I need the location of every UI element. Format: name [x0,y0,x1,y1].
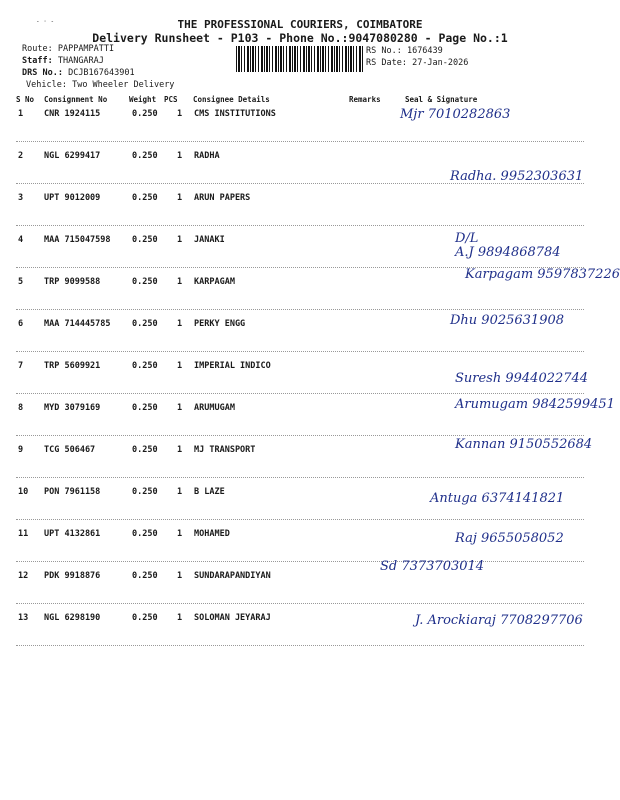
row-consignment-no: TCG 506467 [44,445,96,455]
handwritten-signature: Dhu 9025631908 [450,313,565,328]
staff-info: Staff: THANGARAJ [22,56,104,66]
row-consignment-no: NGL 6299417 [44,151,101,161]
row-sno: 3 [18,193,24,203]
row-consignment-no: TRP 5609921 [44,361,101,371]
row-divider [16,561,584,562]
row-consignee: JANAKI [194,235,225,245]
row-pcs: 1 [177,151,183,161]
row-sno: 12 [18,571,29,581]
row-consignment-no: MYD 3079169 [44,403,101,413]
row-sno: 1 [18,109,24,119]
rs-number: RS No.: 1676439 [366,46,443,56]
row-weight: 0.250 [132,613,158,623]
row-weight: 0.250 [132,571,158,581]
col-seal-signature: Seal & Signature [405,95,478,104]
table-row [0,487,600,529]
row-consignee: SOLOMAN JEYARAJ [194,613,271,623]
row-consignee: CMS INSTITUTIONS [194,109,276,119]
handwritten-signature: A.J 9894868784 [455,245,561,260]
row-weight: 0.250 [132,277,158,287]
col-pcs: PCS [164,95,178,104]
handwritten-signature: Raj 9655058052 [455,531,564,546]
row-consignment-no: PDK 9918876 [44,571,101,581]
handwritten-signature: Radha. 9952303631 [450,169,584,184]
row-sno: 13 [18,613,29,623]
row-sno: 5 [18,277,24,287]
row-sno: 6 [18,319,24,329]
row-sno: 7 [18,361,24,371]
row-consignee: KARPAGAM [194,277,235,287]
row-pcs: 1 [177,571,183,581]
route-info: Route: PAPPAMPATTI [22,44,115,54]
row-consignment-no: NGL 6298190 [44,613,101,623]
row-consignment-no: PON 7961158 [44,487,101,497]
drs-info: DRS No.: DCJB167643901 [22,68,135,78]
row-consignee: PERKY ENGG [194,319,246,329]
table-row [0,613,600,655]
document-title: THE PROFESSIONAL COURIERS, COIMBATORE [177,18,423,31]
row-pcs: 1 [177,361,183,371]
row-pcs: 1 [177,529,183,539]
row-consignee: B LAZE [194,487,225,497]
row-divider [16,309,584,310]
row-consignee: SUNDARAPANDIYAN [194,571,271,581]
row-weight: 0.250 [132,445,158,455]
row-pcs: 1 [177,319,183,329]
col-consignment: Consignment No [44,95,108,104]
row-sno: 8 [18,403,24,413]
scan-mark: - · - [36,18,55,25]
row-pcs: 1 [177,613,183,623]
row-divider [16,645,584,646]
row-consignee: ARUMUGAM [194,403,235,413]
row-weight: 0.250 [132,109,158,119]
row-divider [16,435,584,436]
col-consignee: Consignee Details [193,95,270,104]
row-pcs: 1 [177,109,183,119]
row-pcs: 1 [177,487,183,497]
row-pcs: 1 [177,445,183,455]
col-weight: Weight [129,95,157,104]
handwritten-signature: Sd 7373703014 [380,559,485,574]
table-row [0,559,600,613]
row-consignee: MOHAMED [194,529,230,539]
table-row [0,109,600,151]
row-consignee: RADHA [194,151,220,161]
row-divider [16,225,584,226]
table-row [0,437,600,487]
row-consignee: ARUN PAPERS [194,193,251,203]
row-consignment-no: TRP 9099588 [44,277,101,287]
row-weight: 0.250 [132,487,158,497]
row-consignment-no: UPT 9012009 [44,193,101,203]
row-weight: 0.250 [132,361,158,371]
row-divider [16,141,584,142]
col-sno: S No [16,95,35,104]
row-sno: 2 [18,151,24,161]
handwritten-signature: J. Arockiaraj 7708297706 [415,613,583,628]
row-consignment-no: UPT 4132861 [44,529,101,539]
row-consignee: MJ TRANSPORT [194,445,256,455]
row-weight: 0.250 [132,403,158,413]
row-consignment-no: MAA 714445785 [44,319,111,329]
handwritten-signature: D/L [455,231,479,246]
handwritten-signature: Karpagam 9597837226 [465,267,620,282]
row-pcs: 1 [177,403,183,413]
row-weight: 0.250 [132,193,158,203]
row-divider [16,393,584,394]
handwritten-signature: Mjr 7010282863 [400,107,511,122]
table-row [0,529,600,571]
handwritten-signature: Arumugam 9842599451 [455,397,615,412]
table-row [0,151,600,193]
col-remarks: Remarks [349,95,381,104]
handwritten-signature: Suresh 9944022744 [455,371,589,386]
row-sno: 9 [18,445,24,455]
rs-date: RS Date: 27-Jan-2026 [366,58,469,68]
row-consignment-no: MAA 715047598 [44,235,111,245]
row-weight: 0.250 [132,529,158,539]
row-consignment-no: CNR 1924115 [44,109,101,119]
row-sno: 11 [18,529,29,539]
row-weight: 0.250 [132,151,158,161]
runsheet-subtitle: Delivery Runsheet - P103 - Phone No.:9047080280 - Page No.:1 [92,31,508,45]
row-sno: 4 [18,235,24,245]
row-divider [16,183,584,184]
row-weight: 0.250 [132,319,158,329]
vehicle-info: Vehicle: Two Wheeler Delivery [26,80,175,90]
row-divider [16,351,584,352]
handwritten-signature: Kannan 9150552684 [455,437,593,452]
row-consignee: IMPERIAL INDICO [194,361,271,371]
handwritten-signature: Antuga 6374141821 [430,491,565,506]
row-divider [16,519,584,520]
row-divider [16,603,584,604]
barcode-image [236,46,364,72]
row-divider [16,477,584,478]
row-pcs: 1 [177,277,183,287]
row-pcs: 1 [177,235,183,245]
table-row [0,313,600,361]
row-pcs: 1 [177,193,183,203]
row-weight: 0.250 [132,235,158,245]
row-sno: 10 [18,487,29,497]
